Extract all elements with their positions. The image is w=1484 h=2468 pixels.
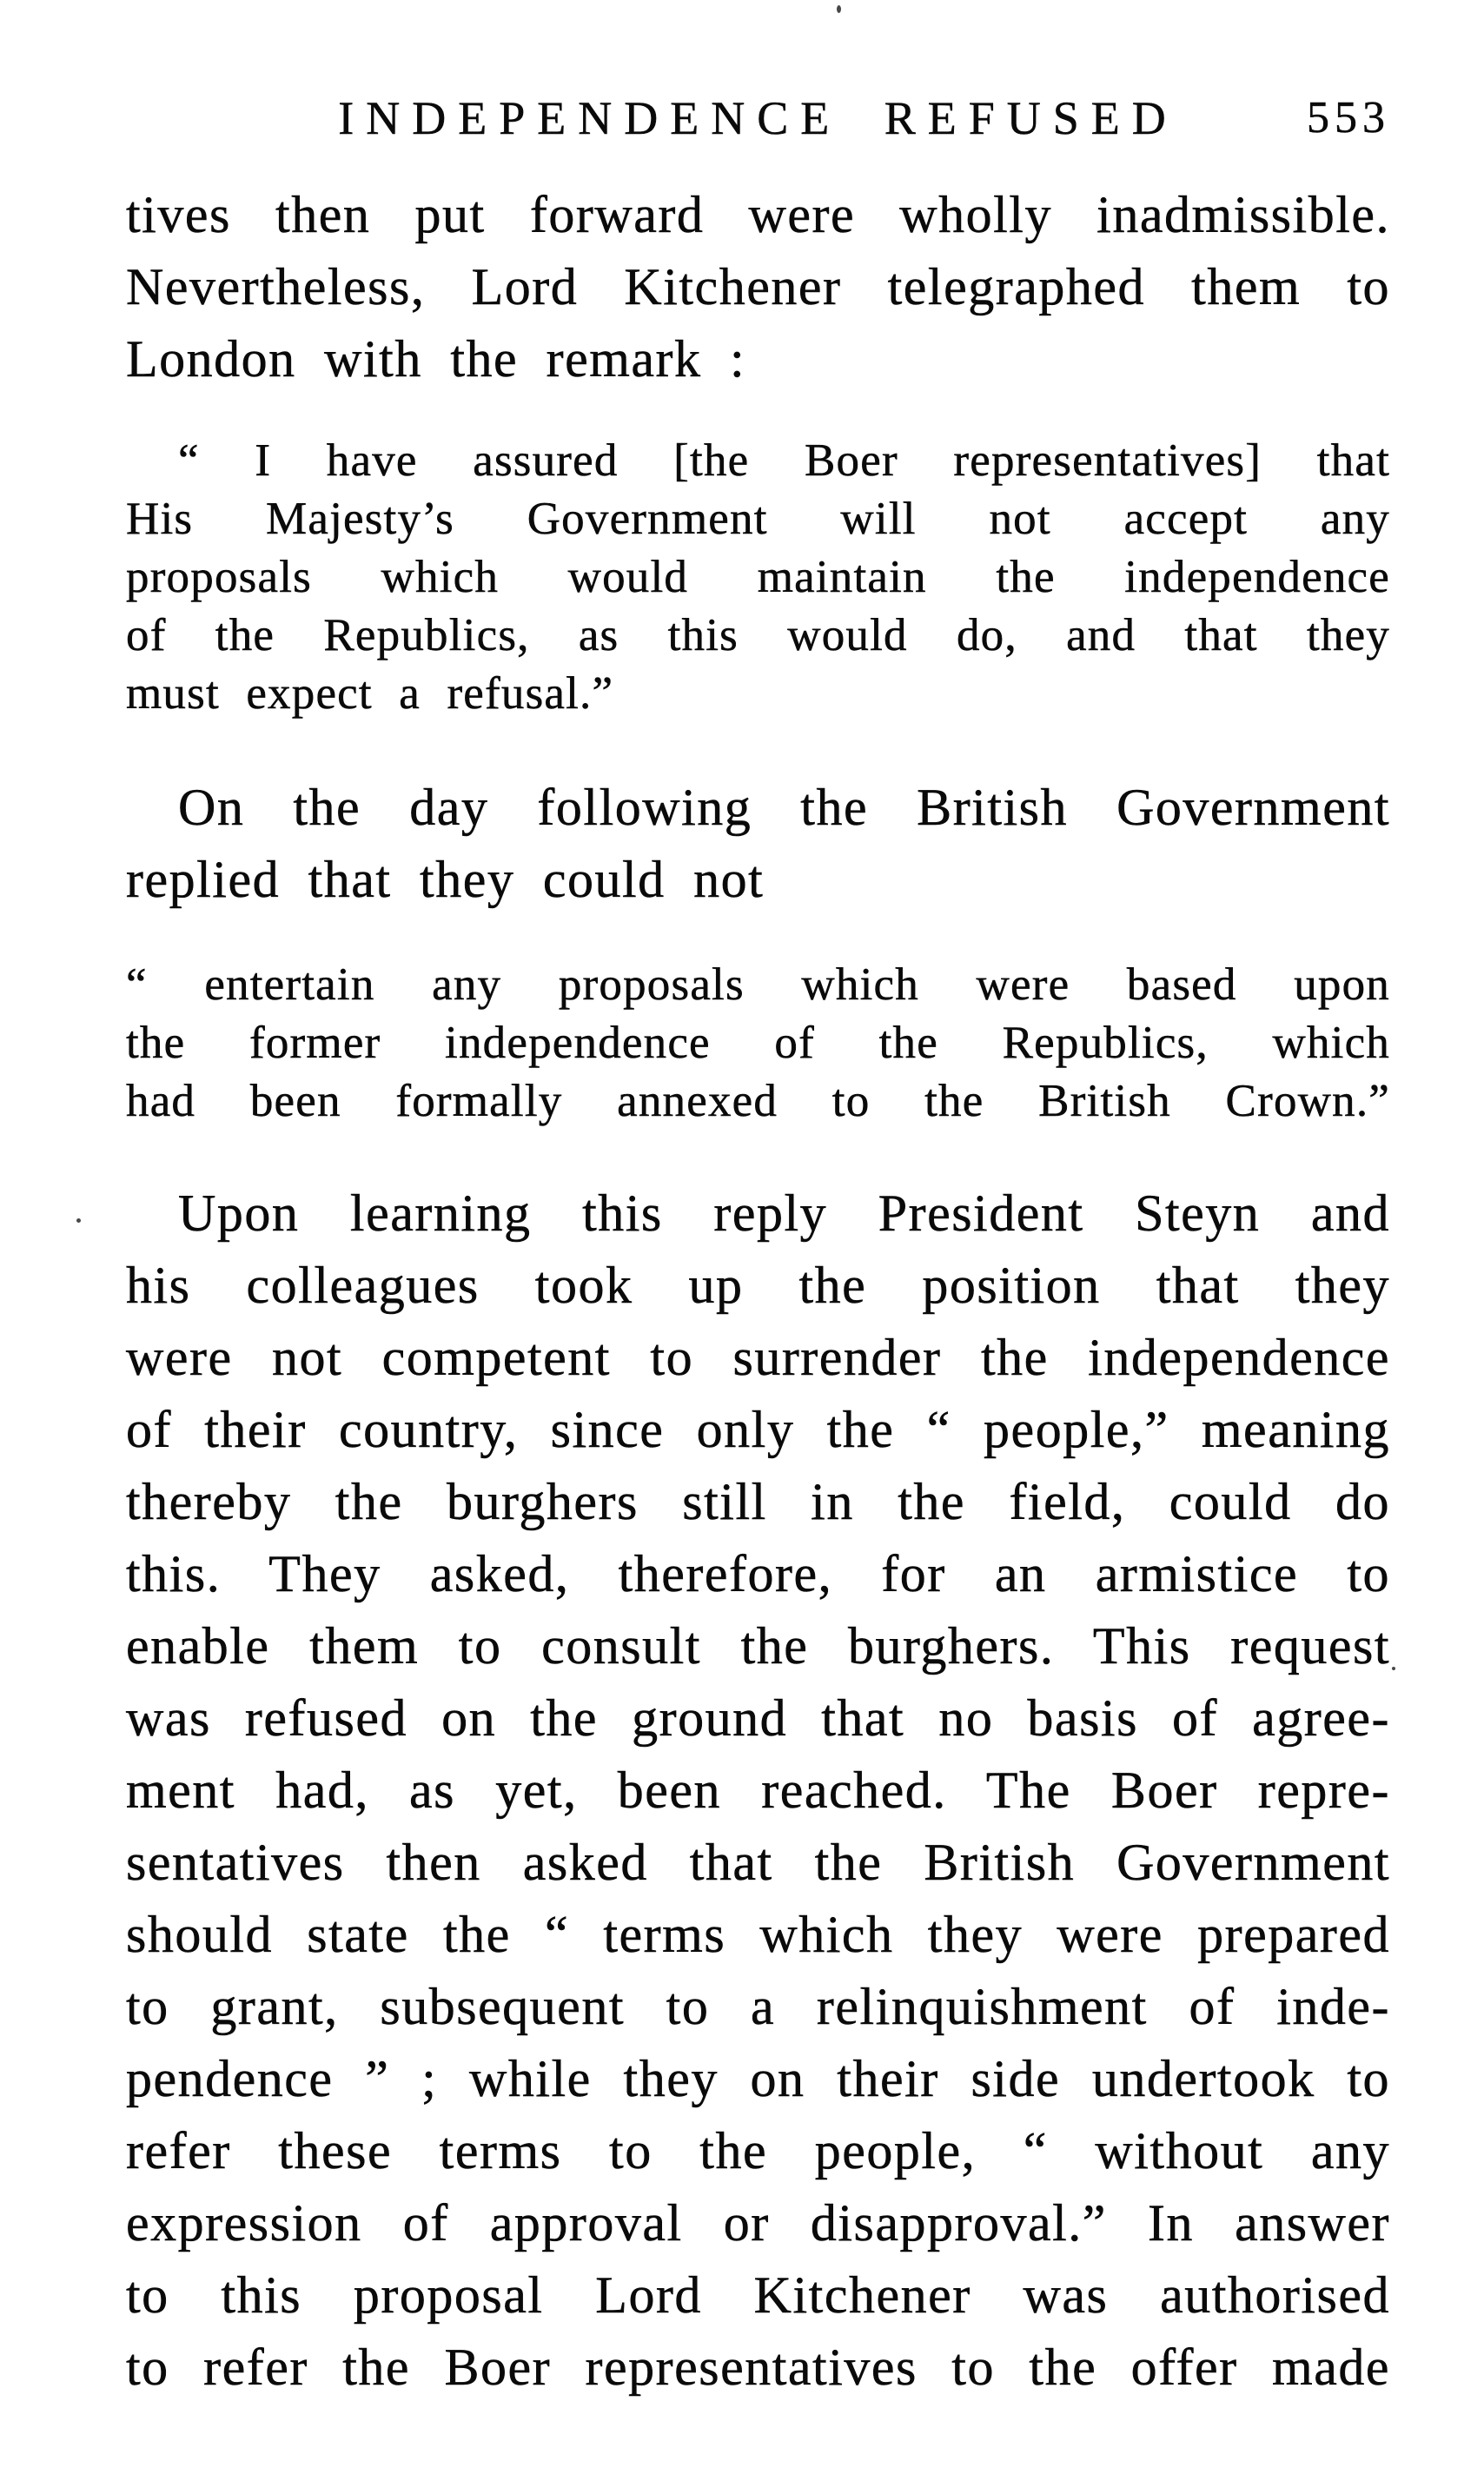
text-line: proposals which would maintain the independence [126, 552, 1390, 602]
quoted-passage [126, 956, 1390, 1131]
text-line: London with the remark : [126, 330, 746, 388]
text-line: Nevertheless, Lord Kitchener telegraphed them to [126, 258, 1390, 315]
text-line: On the day following the British Government [178, 779, 1390, 836]
text-line: “ I have assured [the Boer representatives] that [178, 435, 1390, 486]
text-line: to this proposal Lord Kitchener was authorised [126, 2266, 1390, 2324]
text-line: expression of approval or disapproval.” In answer [126, 2194, 1390, 2252]
text-line: ment had, as yet, been reached. The Boer repre- [126, 1761, 1390, 1819]
text-line: replied that they could not [126, 851, 765, 908]
text-line: should state the “ terms which they were prepared [126, 1906, 1390, 1963]
paragraph [126, 1178, 1390, 2404]
text-line: must expect a refusal.” [126, 668, 614, 719]
text-line: His Majesty’s Government will not accept any [126, 494, 1390, 544]
text-line: was refused on the ground that no basis of agree- [126, 1689, 1390, 1747]
text-line: had been formally annexed to the British Crown.” [126, 1076, 1390, 1126]
running-head [126, 0, 1390, 146]
text-line: the former independence of the Republics, which [126, 1018, 1390, 1068]
text-line: enable them to consult the burghers. This request [126, 1617, 1390, 1675]
text-line: his colleagues took up the position that they [126, 1257, 1390, 1314]
scan-speck [837, 5, 841, 13]
scan-speck [1392, 1667, 1395, 1670]
chapter-title: INDEPENDENCE REFUSED [338, 92, 1178, 144]
text-line: tives then put forward were wholly inadmissible. [126, 186, 1390, 243]
scan-speck [76, 1218, 81, 1223]
text-column [126, 0, 1390, 2404]
text-line: to grant, subsequent to a relinquishment of inde- [126, 1978, 1390, 2035]
paragraph [126, 179, 1390, 395]
quoted-passage [126, 432, 1390, 723]
text-line: this. They asked, therefore, for an armistice to [126, 1545, 1390, 1602]
page-body [126, 179, 1390, 2404]
text-line: of their country, since only the “ people,” meaning [126, 1401, 1390, 1458]
text-line: thereby the burghers still in the field, could do [126, 1473, 1390, 1530]
text-line: pendence ” ; while they on their side undertook to [126, 2050, 1390, 2107]
text-line: of the Republics, as this would do, and that they [126, 610, 1390, 660]
text-line: refer these terms to the people, “ without any [126, 2122, 1390, 2179]
paragraph [126, 772, 1390, 916]
text-line: to refer the Boer representatives to the offer made [126, 2339, 1390, 2396]
text-line: “ entertain any proposals which were based upon [126, 959, 1390, 1010]
text-line: were not competent to surrender the independence [126, 1329, 1390, 1386]
page-number: 553 [1307, 93, 1390, 143]
text-line: sentatives then asked that the British Government [126, 1834, 1390, 1891]
text-line: Upon learning this reply President Steyn and [178, 1184, 1390, 1242]
